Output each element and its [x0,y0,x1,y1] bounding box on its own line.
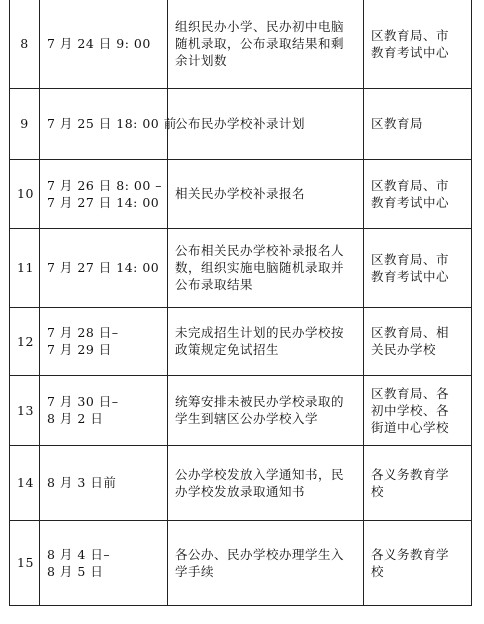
table-row [10,307,472,375]
task-cell [168,228,364,307]
row-number: 9 [10,88,40,159]
task-cell [168,375,364,445]
task-line: 政策规定免试招生 [175,342,280,357]
task-cell [168,0,364,88]
time-cell [40,520,168,605]
row-number: 13 [10,375,40,445]
time-line: 7 月 30 日– [47,394,119,409]
task-line: 随机录取，公布录取结果和剩 [175,36,345,52]
row-number: 12 [10,307,40,375]
org-cell [364,88,472,159]
time-cell [40,159,168,228]
table-row [10,159,472,228]
task-cell [168,88,364,159]
org-line: 初中学校、各 [371,402,450,418]
row-number: 14 [10,445,40,520]
task-line: 统筹安排未被民办学校录取的 [175,394,345,409]
org-cell [364,307,472,375]
time-line: 7 月 26 日 8: 00 – [47,177,163,193]
org-line: 校 [371,483,385,499]
task-line: 组织民办小学、民办初中电脑 [175,19,345,35]
task-line: 学生到辖区公办学校入学 [175,411,319,426]
time-cell [40,445,168,520]
org-line: 区教育局、市 [371,27,450,43]
task-cell [168,445,364,520]
task-line: 公布相关民办学校补录报名人 [175,243,345,258]
time-line: 7 月 25 日 18: 00 前 [47,116,177,131]
task-line: 公布民办学校补录计划 [175,116,306,131]
org-line: 教育考试中心 [371,268,450,284]
org-line: 教育考试中心 [371,194,450,210]
time-cell [40,375,168,445]
task-line: 未完成招生计划的民办学校按 [175,325,345,340]
time-line: 7 月 24 日 9: 00 [47,36,151,52]
time-line: 7 月 27 日 14: 00 [47,260,160,275]
row-number: 10 [10,159,40,228]
task-line: 数，组织实施电脑随机录取并 [175,260,345,275]
task-cell [168,520,364,605]
time-line: 8 月 2 日 [47,411,104,426]
time-cell [40,307,168,375]
row-number: 8 [10,0,40,88]
org-line: 区教育局、相 [371,325,450,340]
org-line: 区教育局 [371,116,424,131]
task-cell [168,307,364,375]
task-cell [168,159,364,228]
task-line: 学手续 [175,563,215,579]
table-row [10,520,472,605]
task-line: 公办学校发放入学通知书，民 [175,466,345,482]
org-cell [364,228,472,307]
table-row [10,375,472,445]
task-line: 相关民办学校补录报名 [175,186,306,201]
table-row [10,228,472,307]
schedule-table [9,0,472,606]
org-cell [364,159,472,228]
task-line: 各公办、民办学校办理学生入 [175,546,345,562]
org-line: 街道中心学校 [371,419,450,435]
org-cell [364,445,472,520]
org-line: 区教育局、市 [371,177,450,193]
task-line: 办学校发放录取通知书 [175,483,306,499]
task-line: 公布录取结果 [175,277,254,292]
table-row [10,88,472,159]
time-line: 7 月 28 日– [47,325,119,340]
time-cell [40,228,168,307]
time-line: 8 月 3 日前 [47,475,117,490]
org-line: 各义务教育学 [371,546,450,562]
table-row [10,445,472,520]
org-line: 区教育局、市 [371,251,450,267]
time-line: 8 月 4 日– [47,546,111,562]
org-line: 教育考试中心 [371,44,450,60]
time-line: 8 月 5 日 [47,563,104,579]
org-line: 区教育局、各 [371,385,450,401]
time-cell [40,88,177,159]
org-cell [364,0,472,88]
time-line: 7 月 29 日 [47,342,112,357]
time-cell [40,0,168,88]
row-number: 15 [10,520,40,605]
table-row [10,0,472,88]
org-line: 关民办学校 [371,342,437,357]
org-cell [364,520,472,605]
task-line: 余计划数 [175,53,228,69]
org-cell [364,375,472,445]
row-number: 11 [10,228,40,307]
time-line: 7 月 27 日 14: 00 [47,194,160,210]
org-line: 校 [371,563,385,579]
org-line: 各义务教育学 [371,466,450,482]
